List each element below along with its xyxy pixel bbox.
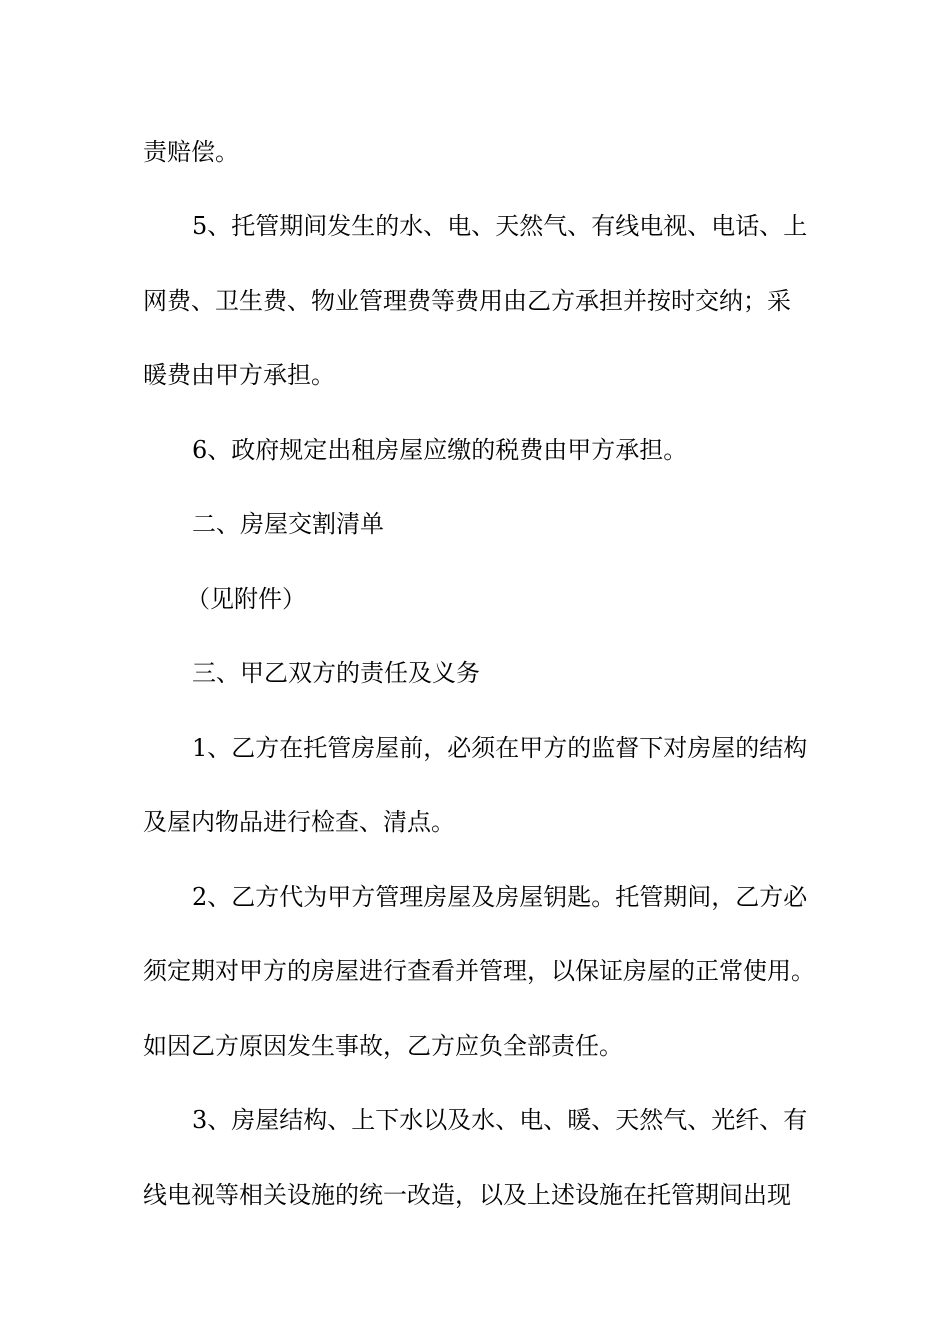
- text-line: 暖费由甲方承担。: [143, 361, 335, 389]
- text-line: 须定期对甲方的房屋进行查看并管理，以保证房屋的正常使用。: [143, 957, 815, 985]
- text-line: 网费、卫生费、物业管理费等费用由乙方承担并按时交纳；采: [143, 287, 791, 315]
- text-line: 2、乙方代为甲方管理房屋及房屋钥匙。托管期间，乙方必: [192, 883, 808, 911]
- text-line: 如因乙方原因发生事故，乙方应负全部责任。: [143, 1032, 623, 1060]
- text-line: 1、乙方在托管房屋前，必须在甲方的监督下对房屋的结构: [192, 734, 808, 762]
- text-line: 3、房屋结构、上下水以及水、电、暖、天然气、光纤、有: [192, 1106, 808, 1134]
- text-line: 6、政府规定出租房屋应缴的税费由甲方承担。: [192, 436, 688, 464]
- text-line: 5、托管期间发生的水、电、天然气、有线电视、电话、上: [192, 212, 808, 240]
- text-line: 及屋内物品进行检查、清点。: [143, 808, 455, 836]
- text-line: 责赔偿。: [143, 138, 239, 166]
- section-heading: 三、甲乙双方的责任及义务: [192, 659, 480, 687]
- text-line: （见附件）: [186, 585, 306, 613]
- section-heading: 二、房屋交割清单: [192, 510, 384, 538]
- text-line: 线电视等相关设施的统一改造，以及上述设施在托管期间出现: [143, 1181, 791, 1209]
